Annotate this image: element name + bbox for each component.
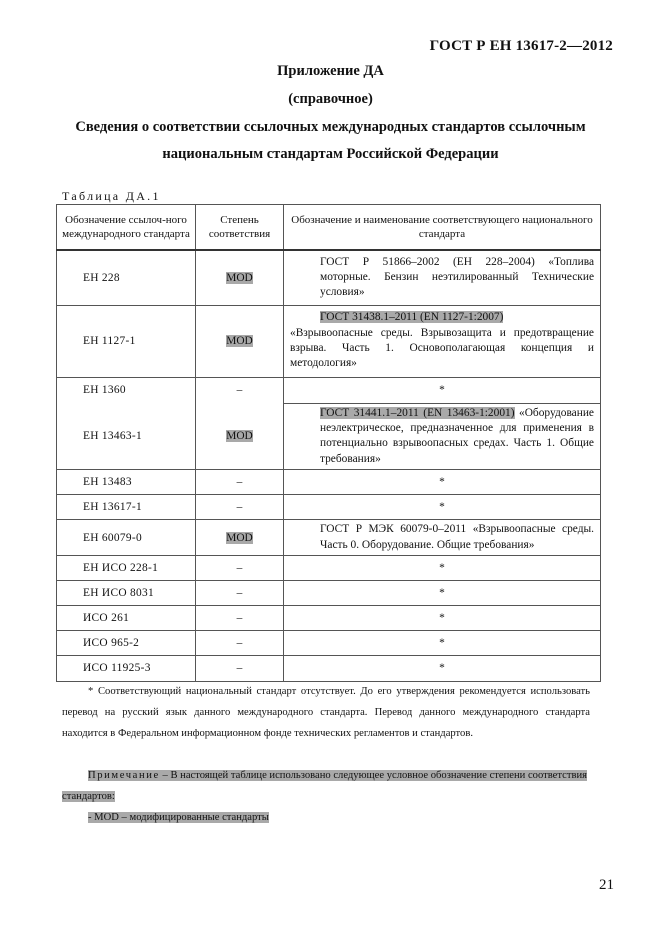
national-cell: *: [284, 605, 601, 630]
annex-title: Приложение ДА: [277, 63, 384, 79]
table-row: [57, 555, 601, 580]
table-row: [57, 470, 601, 495]
table-row: [57, 520, 601, 556]
degree-cell: MOD: [196, 250, 284, 305]
degree-cell: –: [196, 495, 284, 520]
note-item: - MOD – модифицированные стандарты: [88, 812, 269, 823]
annex-heading-line-2: национальным стандартам Российской Федерации: [162, 146, 499, 162]
national-cell: *: [284, 495, 601, 520]
degree-cell: MOD: [196, 403, 284, 470]
note-label: Примечание: [88, 770, 160, 781]
national-cell: *: [284, 655, 601, 681]
ref-cell: ЕН 13463-1: [57, 403, 196, 470]
table-row: [57, 655, 601, 681]
table-header-row: [57, 205, 601, 251]
ref-cell: ЕН 1127-1: [57, 305, 196, 377]
degree-cell: –: [196, 580, 284, 605]
document-header: ГОСТ Р ЕН 13617-2—2012: [429, 38, 613, 54]
table-footnote: * Соответствующий национальный стандарт отсутствует. До его утверждения рекомендуется использовать перевод на русский язык данного международного стандарта. Перевод данного международного стандарта находится в Федеральном информационном фонде технических регламентов и стандартов.: [62, 686, 590, 739]
annex-heading-line-1: Сведения о соответствии ссылочных международных стандартов ссылочным: [75, 119, 586, 135]
table-row: [57, 403, 601, 470]
national-cell: ГОСТ Р 51866–2002 (ЕН 228–2004) «Топлива моторные. Бензин неэтилированный Технические условия»: [284, 250, 601, 305]
national-cell: *: [284, 470, 601, 495]
table-row: [57, 580, 601, 605]
header-degree: Степень соответствия: [196, 205, 284, 251]
table-row: [57, 305, 601, 377]
degree-cell: –: [196, 555, 284, 580]
correspondence-table: [56, 204, 601, 682]
ref-cell: ЕН 1360: [57, 377, 196, 403]
ref-cell: ЕН 13617-1: [57, 495, 196, 520]
ref-cell: ИСО 965-2: [57, 630, 196, 655]
national-cell: *: [284, 555, 601, 580]
table-row: [57, 377, 601, 403]
national-cell: ГОСТ 31438.1–2011 (EN 1127-1:2007) «Взрывоопасные среды. Взрывозащита и предотвращение взрыва. Часть 1. Основополагающая концепция и методология»: [284, 305, 601, 377]
national-cell: *: [284, 377, 601, 403]
ref-cell: ИСО 11925-3: [57, 655, 196, 681]
degree-cell: –: [196, 655, 284, 681]
degree-cell: MOD: [196, 305, 284, 377]
ref-cell: ЕН 13483: [57, 470, 196, 495]
table-note: [62, 765, 590, 828]
degree-cell: –: [196, 470, 284, 495]
table-row: [57, 605, 601, 630]
national-cell: ГОСТ 31441.1–2011 (EN 13463-1:2001) «Оборудование неэлектрическое, предназначенное для применения в потенциально взрывоопасных средах. Часть 1. Общие требования»: [284, 403, 601, 470]
ref-cell: ЕН ИСО 228-1: [57, 555, 196, 580]
note-text: – В настоящей таблице использовано следующее условное обозначение степени соответствия стандартов:: [62, 770, 588, 802]
table-row: [57, 495, 601, 520]
national-cell: *: [284, 580, 601, 605]
degree-cell: –: [196, 377, 284, 403]
table-row: [57, 250, 601, 305]
ref-cell: ИСО 261: [57, 605, 196, 630]
national-cell: ГОСТ Р МЭК 60079-0–2011 «Взрывоопасные среды. Часть 0. Оборудование. Общие требования»: [284, 520, 601, 556]
degree-cell: –: [196, 605, 284, 630]
ref-cell: ЕН 60079-0: [57, 520, 196, 556]
degree-cell: MOD: [196, 520, 284, 556]
degree-cell: –: [196, 630, 284, 655]
page-number: 21: [599, 877, 614, 893]
header-international-standard: Обозначение ссылоч-ного международного стандарта: [57, 205, 196, 251]
annex-type: (справочное): [288, 91, 373, 107]
header-national-standard: Обозначение и наименование соответствующего национального стандарта: [284, 205, 601, 251]
table-caption: Таблица ДА.1: [62, 189, 161, 203]
ref-cell: ЕН 228: [57, 250, 196, 305]
national-cell: *: [284, 630, 601, 655]
table-row: [57, 630, 601, 655]
ref-cell: ЕН ИСО 8031: [57, 580, 196, 605]
